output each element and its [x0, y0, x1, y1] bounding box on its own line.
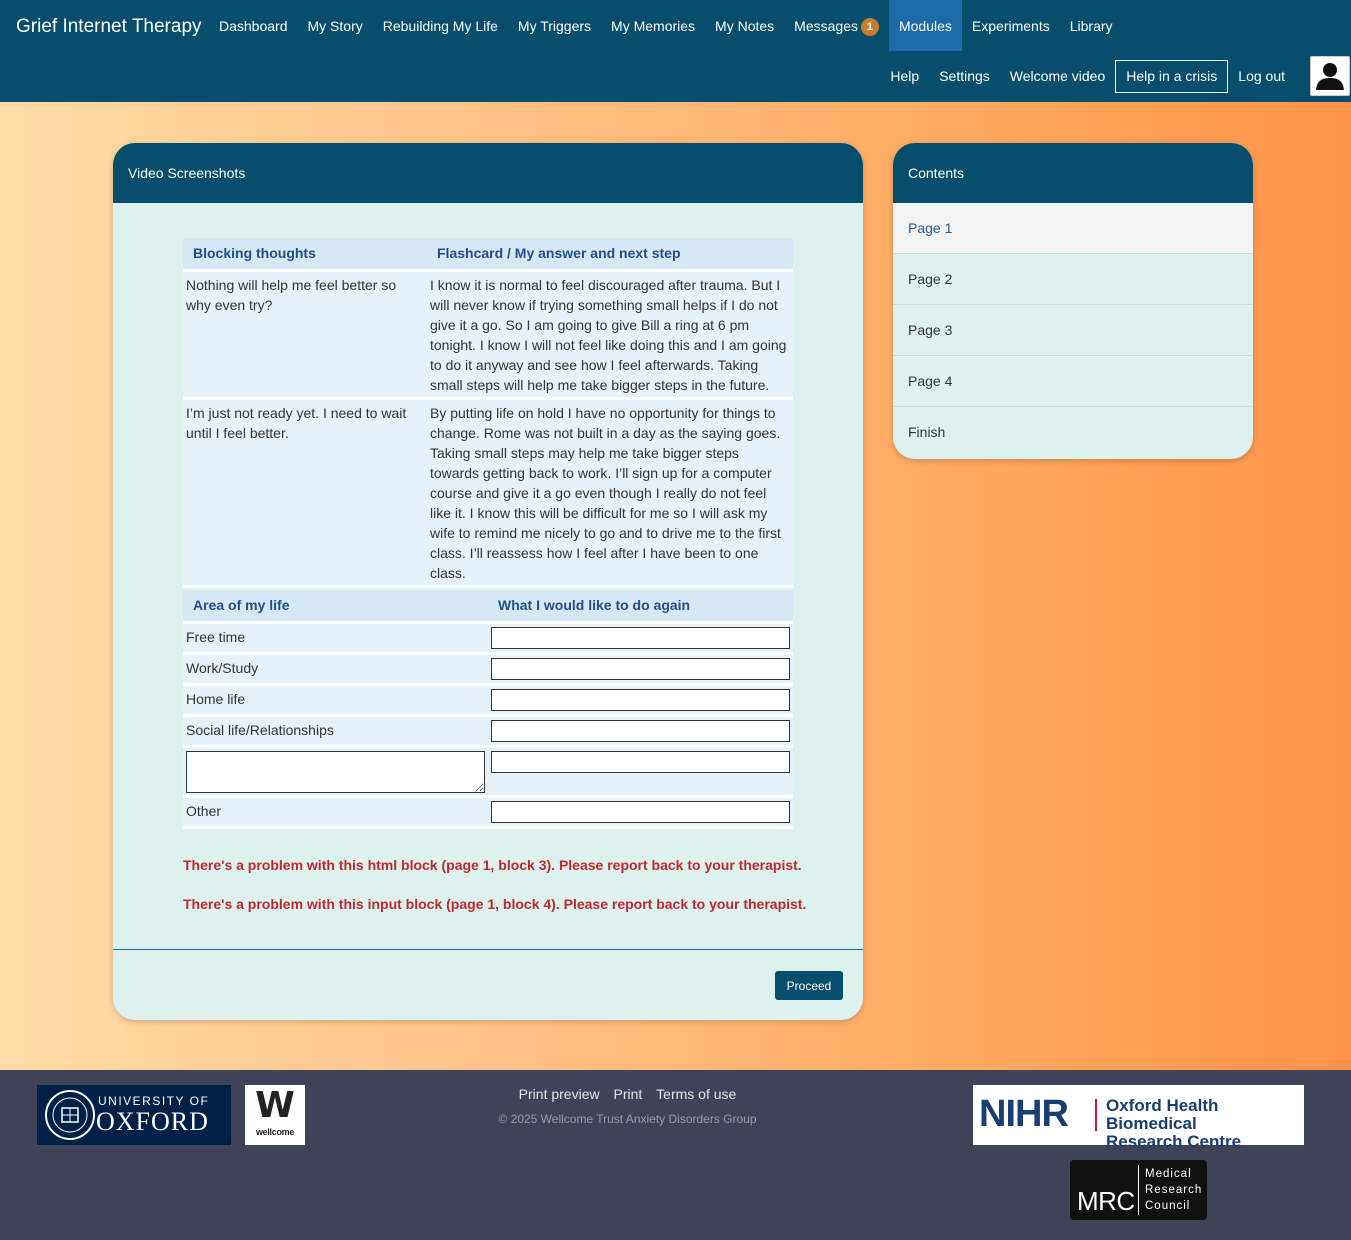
free-time-input[interactable] [491, 627, 790, 649]
mrc-line-3: Council [1145, 1200, 1191, 1212]
nav-welcome-video[interactable]: Welcome video [1009, 68, 1106, 84]
column-header: Area of my life [183, 590, 488, 622]
area-label: Other [183, 796, 488, 827]
nihr-mark: NIHR [979, 1093, 1068, 1135]
nav-dashboard[interactable]: Dashboard [219, 18, 288, 34]
table-row [183, 684, 793, 715]
area-label: Home life [183, 684, 488, 715]
contents-item-page-4[interactable]: Page 4 [893, 356, 1253, 407]
table-header-row [183, 590, 793, 622]
mrc-logo[interactable] [1070, 1160, 1207, 1220]
social-life-input[interactable] [491, 720, 790, 742]
nav-messages-label: Messages [794, 18, 858, 34]
contents-item-finish[interactable]: Finish [908, 424, 946, 440]
mrc-line-2: Research [1145, 1184, 1203, 1196]
print-preview-link[interactable]: Print preview [518, 1086, 600, 1102]
primary-nav [209, 0, 1123, 51]
home-life-input[interactable] [491, 689, 790, 711]
nihr-line-2: Research Centre [1106, 1132, 1242, 1151]
html-block-error: There's a problem with this html block (page 1, block 3). Please report back to your therapist. [183, 857, 802, 873]
nihr-divider [1095, 1099, 1097, 1131]
table-row [183, 796, 793, 827]
area-label: Social life/Relationships [183, 715, 488, 746]
nav-help[interactable]: Help [890, 68, 920, 84]
input-block-error: There's a problem with this input block (page 1, block 4). Please report back to your therapist. [183, 896, 807, 912]
contents-panel [893, 143, 1253, 459]
work-study-input[interactable] [491, 658, 790, 680]
column-header: Flashcard / My answer and next step [427, 238, 793, 270]
contents-item-page-3[interactable]: Page 3 [893, 305, 1253, 356]
terms-of-use-link[interactable]: Terms of use [656, 1086, 737, 1102]
content-panel-title: Video Screenshots [113, 143, 863, 203]
table-row [183, 715, 793, 746]
nav-my-notes[interactable]: My Notes [715, 18, 775, 34]
contents-list [893, 203, 1253, 458]
content-panel [113, 143, 863, 1020]
nihr-line-1: Oxford Health Biomedical [1106, 1096, 1219, 1133]
table-header-row [183, 238, 793, 270]
other-input[interactable] [491, 801, 790, 823]
column-header: What I would like to do again [488, 590, 793, 622]
custom-area-input[interactable] [491, 751, 790, 773]
footer [0, 1070, 1351, 1240]
area-label: Free time [183, 622, 488, 653]
main-area [0, 102, 1351, 1070]
contents-item-page-2[interactable]: Page 2 [893, 254, 1253, 305]
nav-messages[interactable] [784, 0, 889, 51]
proceed-button[interactable]: Proceed [775, 971, 843, 1000]
table-row [183, 270, 793, 398]
flashcard-table [183, 238, 793, 588]
mrc-line-1: Medical [1145, 1168, 1192, 1180]
table-row [183, 622, 793, 653]
wellcome-letter: W [255, 1085, 295, 1126]
life-areas-table [183, 590, 793, 829]
table-row [183, 398, 793, 586]
table-row [183, 746, 793, 796]
mrc-text [1145, 1166, 1202, 1214]
area-label: Work/Study [183, 653, 488, 684]
table-cell: I know it is normal to feel discouraged after trauma. But I will never know if trying something small helps if I do not give it a go. So I am going to give Bill a ring at 6 pm tonight. I know I will not feel like doing this and I am going to do it anyway and see how I feel afterwards. Taking small steps will help me take bigger steps in the future. [427, 270, 793, 398]
table-cell: I’m just not ready yet. I need to wait until I feel better. [183, 398, 427, 586]
mrc-mark: MRC [1077, 1186, 1135, 1216]
messages-badge: 1 [861, 18, 879, 36]
nav-my-story[interactable]: My Story [307, 18, 363, 34]
nav-experiments[interactable]: Experiments [971, 18, 1050, 34]
table-row [183, 653, 793, 684]
user-menu-button[interactable] [1310, 56, 1350, 96]
top-navbar [0, 0, 1351, 102]
nihr-text [1106, 1097, 1304, 1151]
help-in-crisis-button[interactable]: Help in a crisis [1115, 60, 1228, 93]
nav-log-out[interactable]: Log out [1238, 68, 1285, 84]
nav-my-memories[interactable]: My Memories [611, 18, 696, 34]
brand-title[interactable]: Grief Internet Therapy [16, 16, 202, 37]
secondary-nav [880, 60, 1295, 93]
oxford-logo-main: OXFORD [96, 1107, 209, 1136]
nav-modules[interactable]: Modules [889, 0, 962, 51]
nihr-logo[interactable] [973, 1085, 1304, 1151]
wellcome-text: wellcome [255, 1127, 295, 1137]
custom-area-textarea[interactable] [186, 751, 485, 793]
table-cell: Nothing will help me feel better so why even try? [183, 270, 427, 398]
contents-panel-title: Contents [893, 143, 1253, 203]
mrc-divider [1138, 1165, 1139, 1215]
column-header: Blocking thoughts [183, 238, 427, 270]
nav-my-triggers[interactable]: My Triggers [517, 18, 592, 34]
contents-item-page-1[interactable]: Page 1 [893, 203, 1253, 254]
user-icon [1315, 62, 1345, 90]
nav-settings[interactable]: Settings [939, 68, 990, 84]
panel-divider [113, 949, 863, 950]
oxford-logo-top: UNIVERSITY OF [98, 1094, 210, 1108]
nav-rebuilding-my-life[interactable]: Rebuilding My Life [382, 18, 498, 34]
print-link[interactable]: Print [613, 1086, 643, 1102]
nav-library[interactable]: Library [1069, 18, 1113, 34]
copyright: © 2025 Wellcome Trust Anxiety Disorders Group [498, 1112, 757, 1126]
table-cell: By putting life on hold I have no opportunity for things to change. Rome was not built in a day as the saying goes. Taking small steps may help me take bigger steps towards getting back to work. I’ll sign up for a computer course and give it a go even though I really do not feel like it. I know this will be difficult for me so I will ask my wife to remind me nicely to go and to drive me to the first class. I’ll reassess how I feel after I have been to one class. [427, 398, 793, 586]
